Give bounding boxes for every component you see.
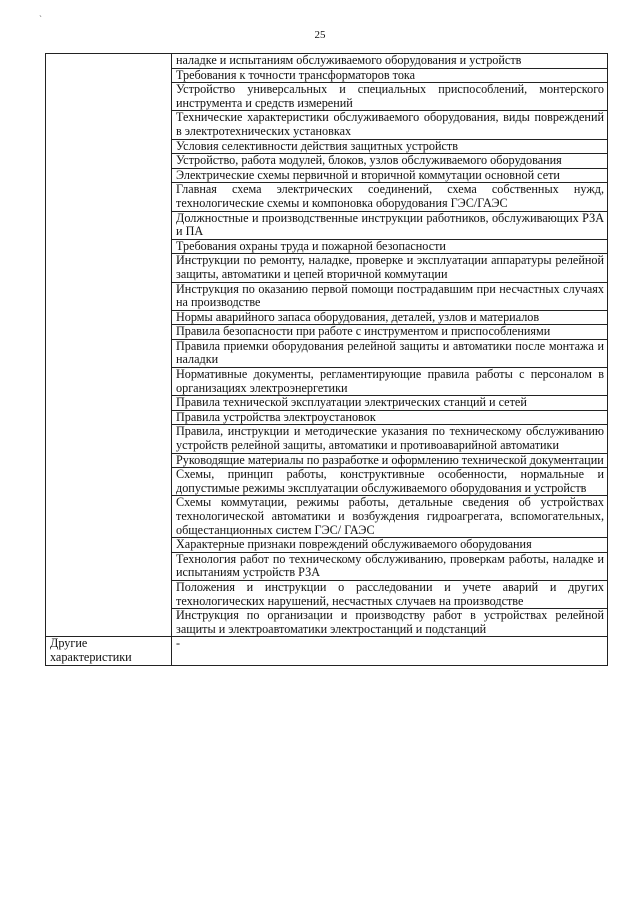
other-characteristics-label: Другие характеристики [46, 637, 172, 665]
knowledge-item: Инструкция по организации и производству работ в устройствах релейной защиты и электроавтоматики электростанций и подстанций [172, 609, 608, 637]
knowledge-item: Технические характеристики обслуживаемого оборудования, виды повреждений в электротехнических установках [172, 111, 608, 139]
knowledge-item: Устройство, работа модулей, блоков, узлов обслуживаемого оборудования [172, 154, 608, 169]
knowledge-item: Инструкция по оказанию первой помощи пострадавшим при несчастных случаях на производстве [172, 282, 608, 310]
knowledge-item: Должностные и производственные инструкции работников, обслуживающих РЗА и ПА [172, 211, 608, 239]
knowledge-table [45, 53, 608, 666]
knowledge-item: Положения и инструкции о расследовании и учете аварий и других технологических нарушений, несчастных случаев на производстве [172, 580, 608, 608]
knowledge-item: Правила технической эксплуатации электрических станций и сетей [172, 396, 608, 411]
knowledge-item: Правила приемки оборудования релейной защиты и автоматики после монтажа и наладки [172, 339, 608, 367]
knowledge-item: Инструкции по ремонту, наладке, проверке и эксплуатации аппаратуры релейной защиты, автоматики и цепей вторичной коммутации [172, 254, 608, 282]
table-row [46, 54, 608, 69]
left-empty-cell [46, 54, 172, 637]
knowledge-item: Нормативные документы, регламентирующие правила работы с персоналом в организациях электроэнергетики [172, 368, 608, 396]
knowledge-item: Правила безопасности при работе с инструментом и приспособлениями [172, 325, 608, 340]
knowledge-item: Требования охраны труда и пожарной безопасности [172, 239, 608, 254]
knowledge-item: Схемы, принцип работы, конструктивные особенности, нормальные и допустимые режимы эксплуатации обслуживаемого оборудования и устройств [172, 468, 608, 496]
knowledge-item: Схемы коммутации, режимы работы, детальные сведения об устройствах технологической автоматики и возбуждения гидроагрегата, вспомогательных, общестанционных систем ГЭС/ ГАЭС [172, 496, 608, 538]
knowledge-item: Главная схема электрических соединений, схема собственных нужд, технологические схемы и компоновка оборудования ГЭС/ГАЭС [172, 183, 608, 211]
knowledge-item: Правила, инструкции и методические указания по техническому обслуживанию устройств релейной защиты, автоматики и противоаварийной автоматики [172, 425, 608, 453]
knowledge-item: Правила устройства электроустановок [172, 410, 608, 425]
corner-mark: ` [39, 14, 42, 24]
knowledge-item: Условия селективности действия защитных устройств [172, 139, 608, 154]
knowledge-item: наладке и испытаниям обслуживаемого оборудования и устройств [172, 54, 608, 69]
knowledge-item: Характерные признаки повреждений обслуживаемого оборудования [172, 538, 608, 553]
knowledge-item: Устройство универсальных и специальных приспособлений, монтерского инструмента и средств измерений [172, 83, 608, 111]
knowledge-item: Требования к точности трансформаторов тока [172, 68, 608, 83]
knowledge-item: Электрические схемы первичной и вторичной коммутации основной сети [172, 168, 608, 183]
other-characteristics-value: - [172, 637, 608, 665]
table-row-other [46, 637, 608, 665]
page-number: 25 [314, 29, 326, 41]
knowledge-item: Руководящие материалы по разработке и оформлению технической документации [172, 453, 608, 468]
knowledge-item: Нормы аварийного запаса оборудования, деталей, узлов и материалов [172, 310, 608, 325]
knowledge-item: Технология работ по техническому обслуживанию, проверкам работы, наладке и испытаниям устройств РЗА [172, 552, 608, 580]
